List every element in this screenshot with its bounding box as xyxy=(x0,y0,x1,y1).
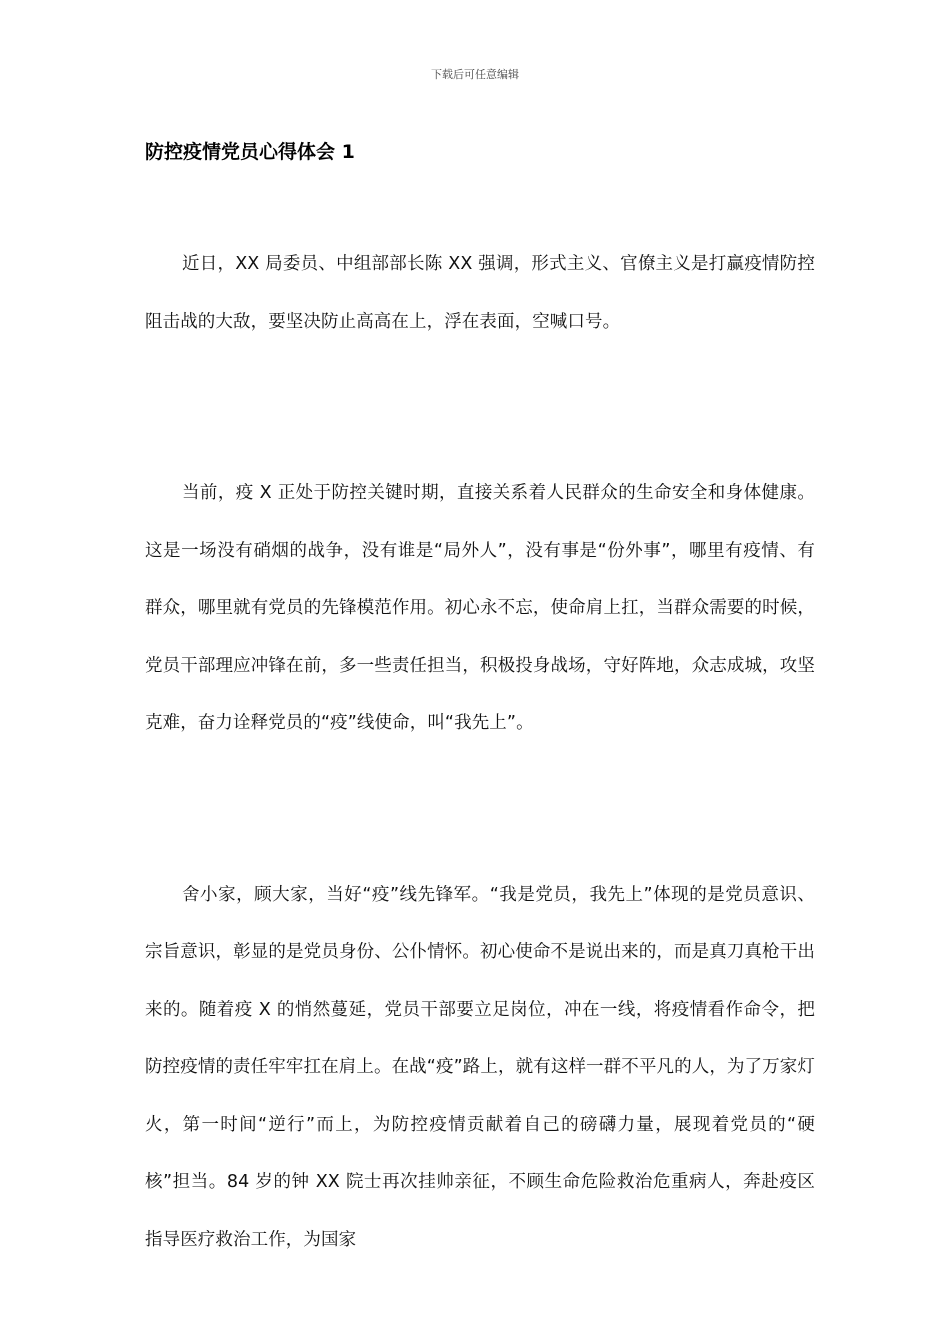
page-header-note: 下载后可任意编辑 xyxy=(431,68,519,81)
paragraph-3: 舍小家，顾大家，当好“疫”线先锋军。“我是党员，我先上”体现的是党员意识、宗旨意识，彰显的是党员身份、公仆情怀。初心使命不是说出来的，而是真刀真枪干出来的。随着疫 X 的悄然蔓延，党员干部要立足岗位，冲在一线，将疫情看作命令，把防控疫情的责任牢牢扛在肩上。在战“疫”路上，就有这样一群不平凡的人，为了万家灯火，第一时间“逆行”而上，为防控疫情贡献着自己的磅礴力量，展现着党员的“硬核”担当。84 岁的钟 XX 院士再次挂帅亲征，不顾生命危险救治危重病人，奔赴疫区指导医疗救治工作，为国家 xyxy=(145,884,815,1250)
document-body xyxy=(145,236,815,1269)
paragraph-2: 当前，疫 X 正处于防控关键时期，直接关系着人民群众的生命安全和身体健康。这是一场没有硝烟的战争，没有谁是“局外人”，没有事是“份外事”，哪里有疫情、有群众，哪里就有党员的先锋模范作用。初心永不忘，使命肩上扛，当群众需要的时候，党员干部理应冲锋在前，多一些责任担当，积极投身战场，守好阵地，众志成城，攻坚克难，奋力诠释党员的“疫”线使命，叫“我先上”。 xyxy=(145,483,815,733)
document-title: 防控疫情党员心得体会 1 xyxy=(145,141,355,163)
paragraph-1: 近日，XX 局委员、中组部部长陈 XX 强调，形式主义、官僚主义是打赢疫情防控阻击战的大敌，要坚决防止高高在上，浮在表面，空喊口号。 xyxy=(145,254,815,332)
